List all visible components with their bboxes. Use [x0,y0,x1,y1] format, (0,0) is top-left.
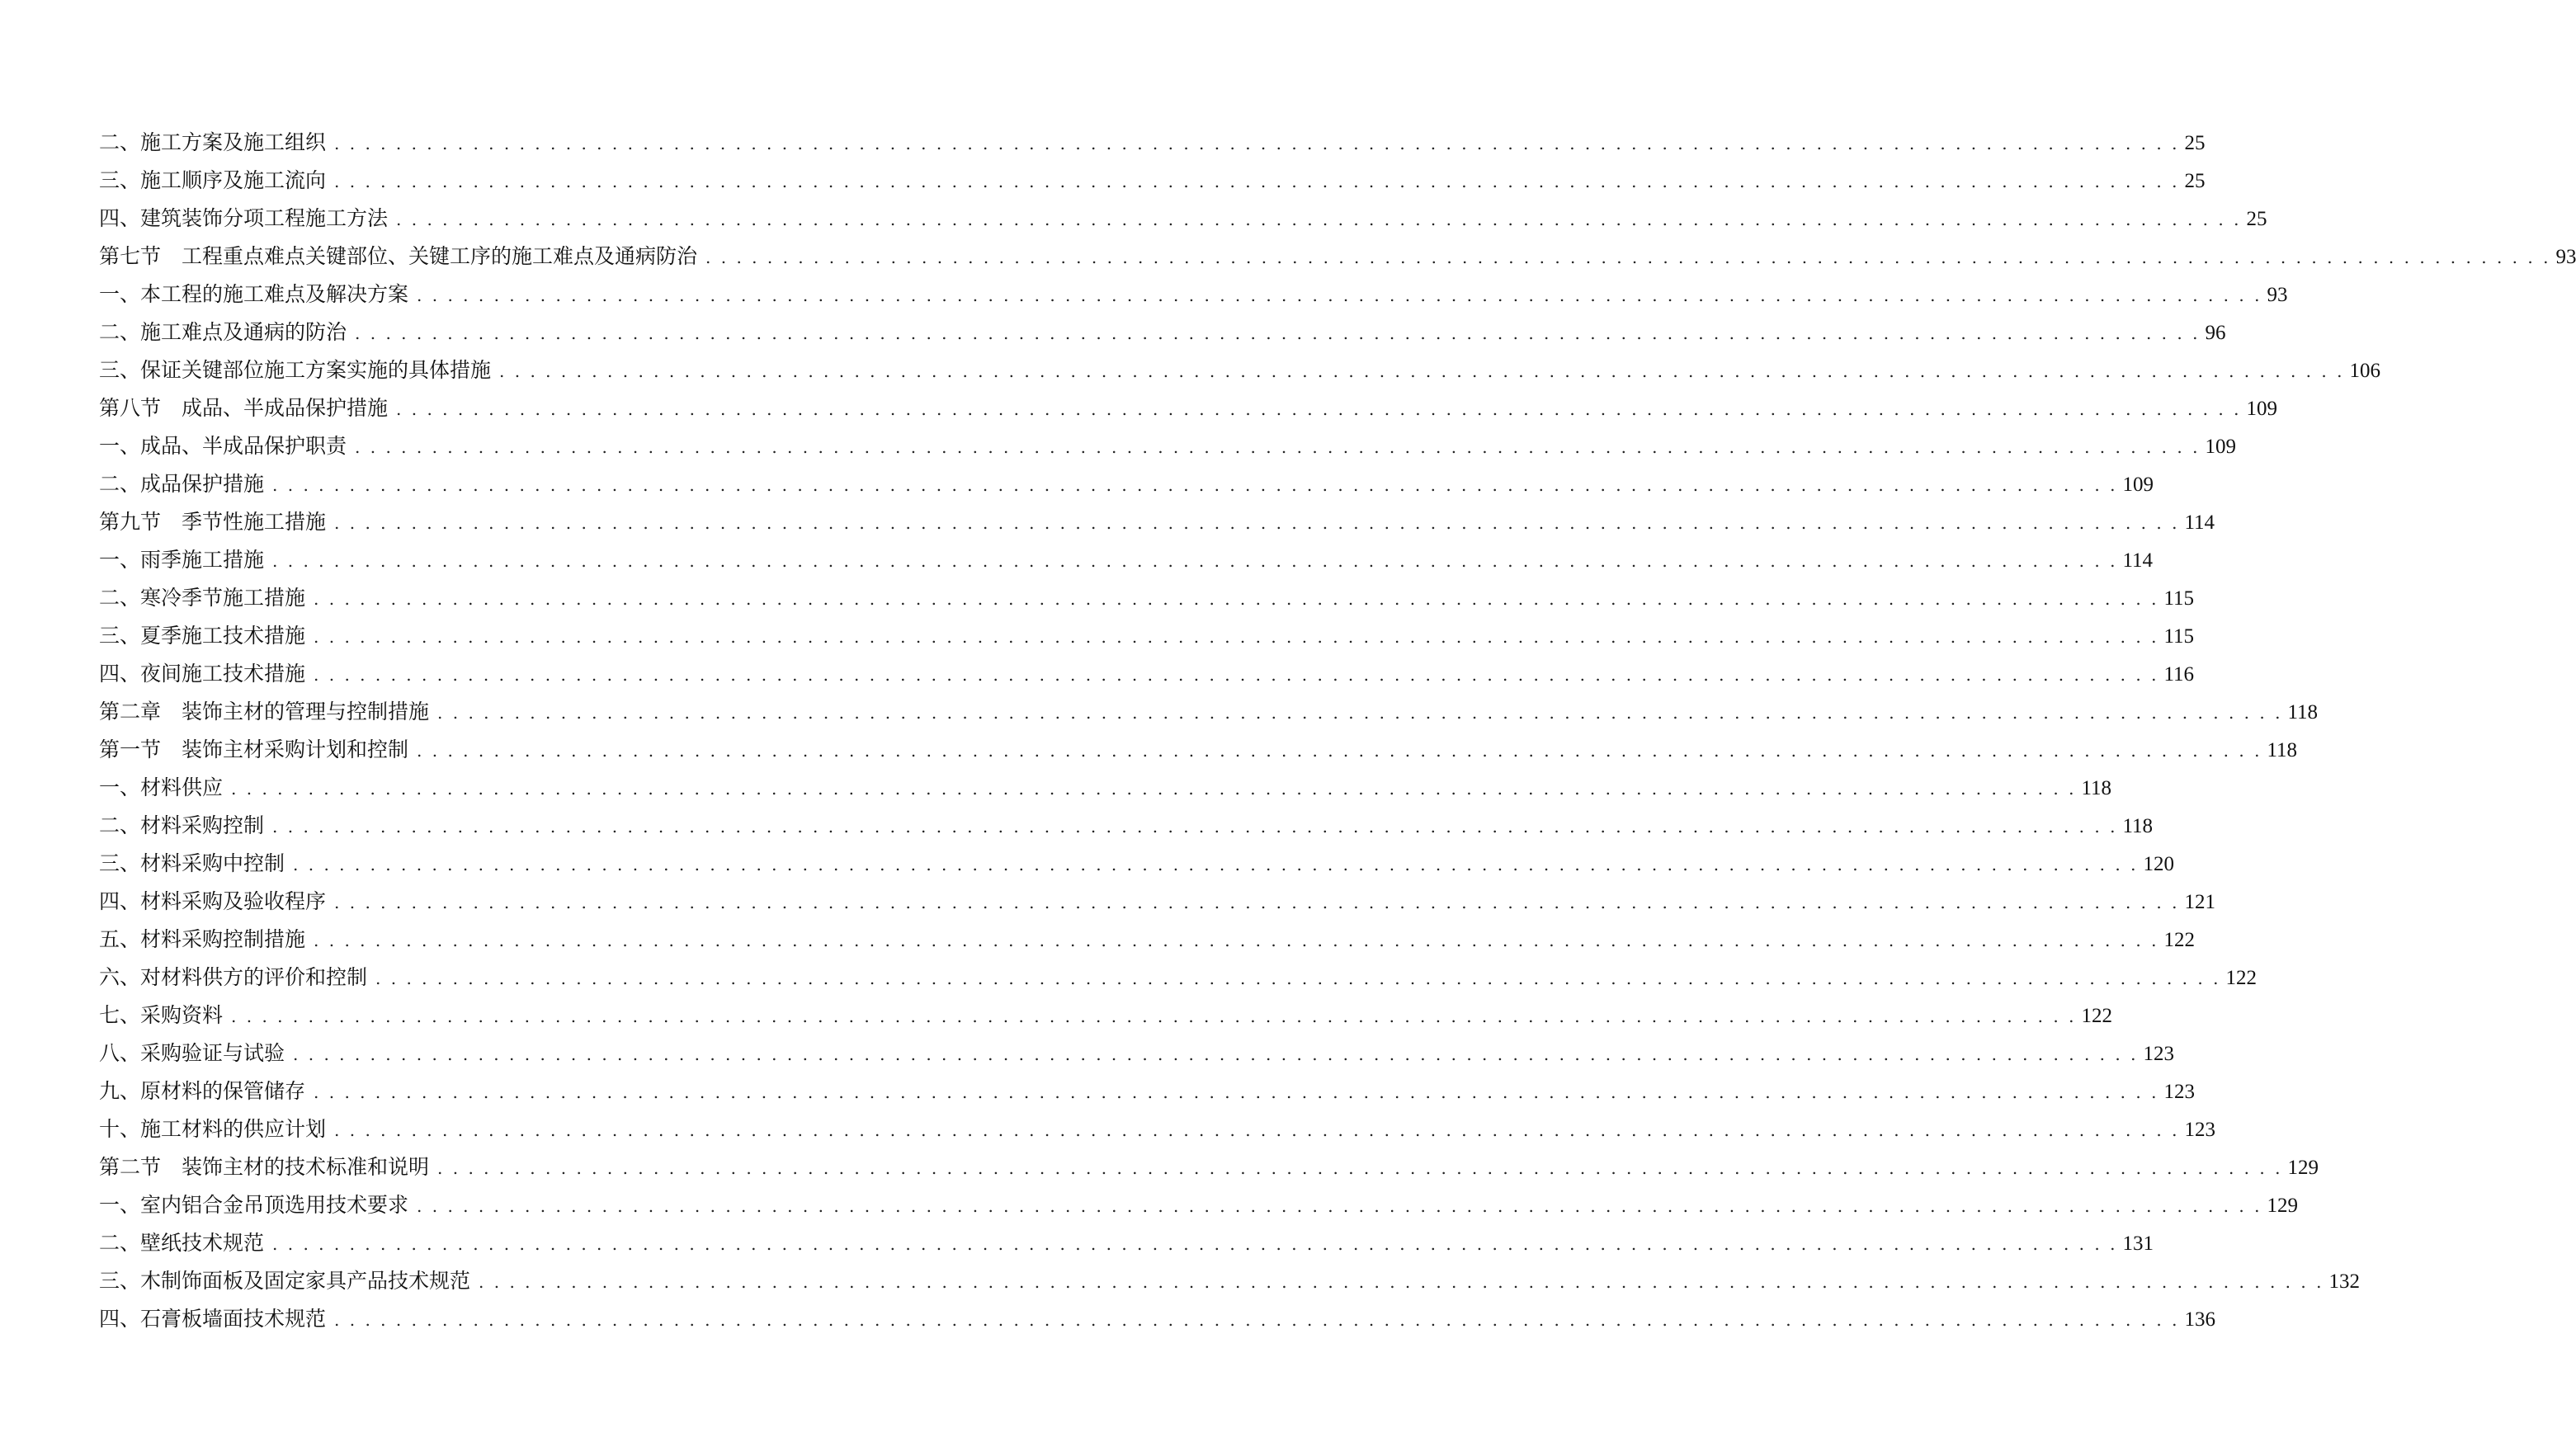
toc-entry-title: 十、施工材料的供应计划 [99,1117,327,1141]
toc-dot-leader: . . . . . . . . . . . . . . . . . . . . . . . . . . . . . . . . . . . . . . . . . . . . . . . . . . . . . . . . . . . . . . . . . . . . . . . . . . . . . . . . . . . . . . . . . . . . . . . . . . . . . . . . . . . . . . . . . . . . . . . . [375,969,2221,988]
toc-dot-leader: . . . . . . . . . . . . . . . . . . . . . . . . . . . . . . . . . . . . . . . . . . . . . . . . . . . . . . . . . . . . . . . . . . . . . . . . . . . . . . . . . . . . . . . . . . . . . . . . . . . . . . . . . . . . . . . . . . . . . . . . [314,665,2159,685]
toc-entry-page-number: 131 [2122,1233,2154,1255]
toc-entry[interactable] [99,503,2215,541]
toc-entry-page-number: 93 [2267,284,2288,306]
toc-dot-leader: . . . . . . . . . . . . . . . . . . . . . . . . . . . . . . . . . . . . . . . . . . . . . . . . . . . . . . . . . . . . . . . . . . . . . . . . . . . . . . . . . . . . . . . . . . . . . . . . . . . . . . . . . . . . . . . . . . . . . . . . [396,210,2242,229]
toc-entry-title: 第七节 工程重点难点关键部位、关键工序的施工难点及通病防治 [99,244,698,268]
toc-entry-page-number: 129 [2267,1195,2298,1217]
toc-dot-leader: . . . . . . . . . . . . . . . . . . . . . . . . . . . . . . . . . . . . . . . . . . . . . . . . . . . . . . . . . . . . . . . . . . . . . . . . . . . . . . . . . . . . . . . . . . . . . . . . . . . . . . . . . . . . . . . . . . . . . . . . [479,1272,2324,1292]
toc-entry[interactable] [99,465,2154,503]
toc-dot-leader: . . . . . . . . . . . . . . . . . . . . . . . . . . . . . . . . . . . . . . . . . . . . . . . . . . . . . . . . . . . . . . . . . . . . . . . . . . . . . . . . . . . . . . . . . . . . . . . . . . . . . . . . . . . . . . . . . . . . . . . . [417,1196,2262,1216]
toc-entry-title: 二、成品保护措施 [99,472,265,496]
toc-entry-page-number: 114 [2184,511,2215,534]
toc-entry-page-number: 122 [2225,967,2257,989]
toc-entry[interactable] [99,769,2112,807]
toc-entry[interactable] [99,1110,2215,1148]
toc-entry-page-number: 123 [2184,1119,2215,1141]
toc-dot-leader: . . . . . . . . . . . . . . . . . . . . . . . . . . . . . . . . . . . . . . . . . . . . . . . . . . . . . . . . . . . . . . . . . . . . . . . . . . . . . . . . . . . . . . . . . . . . . . . . . . . . . . . . . . . . . . . . . . . . . . . . [293,1044,2139,1064]
toc-dot-leader: . . . . . . . . . . . . . . . . . . . . . . . . . . . . . . . . . . . . . . . . . . . . . . . . . . . . . . . . . . . . . . . . . . . . . . . . . . . . . . . . . . . . . . . . . . . . . . . . . . . . . . . . . . . . . . . . . . . . . . . . [334,134,2180,153]
toc-entry[interactable] [99,1300,2215,1338]
toc-entry-title: 第一节 装饰主材采购计划和控制 [99,738,409,761]
toc-entry[interactable] [99,276,2288,313]
toc-entry-page-number: 120 [2143,853,2174,875]
toc-entry-title: 六、对材料供方的评价和控制 [99,965,368,989]
toc-entry-page-number: 96 [2205,322,2226,344]
toc-entry[interactable] [99,617,2195,655]
toc-entry-page-number: 115 [2163,587,2195,610]
toc-entry-title: 第二章 装饰主材的管理与控制措施 [99,700,430,724]
toc-dot-leader: . . . . . . . . . . . . . . . . . . . . . . . . . . . . . . . . . . . . . . . . . . . . . . . . . . . . . . . . . . . . . . . . . . . . . . . . . . . . . . . . . . . . . . . . . . . . . . . . . . . . . . . . . . . . . . . . . . . . . . . . [314,589,2159,609]
toc-entry-title: 二、施工方案及施工组织 [99,130,327,154]
toc-entry-page-number: 129 [2287,1157,2319,1179]
toc-dot-leader: . . . . . . . . . . . . . . . . . . . . . . . . . . . . . . . . . . . . . . . . . . . . . . . . . . . . . . . . . . . . . . . . . . . . . . . . . . . . . . . . . . . . . . . . . . . . . . . . . . . . . . . . . . . . . . . . . . . . . . . . [231,1006,2077,1026]
toc-dot-leader: . . . . . . . . . . . . . . . . . . . . . . . . . . . . . . . . . . . . . . . . . . . . . . . . . . . . . . . . . . . . . . . . . . . . . . . . . . . . . . . . . . . . . . . . . . . . . . . . . . . . . . . . . . . . . . . . . . . . . . . . [396,399,2242,419]
toc-entry-title: 三、保证关键部位施工方案实施的具体措施 [99,358,492,382]
toc-entry-page-number: 109 [2246,398,2277,420]
toc-entry-page-number: 25 [2184,170,2206,192]
toc-entry-title: 三、夏季施工技术措施 [99,624,306,648]
toc-entry-page-number: 115 [2163,625,2195,648]
toc-entry-page-number: 109 [2205,436,2236,458]
toc-entry[interactable] [99,1035,2174,1072]
toc-dot-leader: . . . . . . . . . . . . . . . . . . . . . . . . . . . . . . . . . . . . . . . . . . . . . . . . . . . . . . . . . . . . . . . . . . . . . . . . . . . . . . . . . . . . . . . . . . . . . . . . . . . . . . . . . . . . . . . . . . . . . . . . [417,741,2262,761]
toc-entry[interactable] [99,883,2215,921]
toc-entry[interactable] [99,579,2195,617]
toc-dot-leader: . . . . . . . . . . . . . . . . . . . . . . . . . . . . . . . . . . . . . . . . . . . . . . . . . . . . . . . . . . . . . . . . . . . . . . . . . . . . . . . . . . . . . . . . . . . . . . . . . . . . . . . . . . . . . . . . . . . . . . . . [272,551,2118,571]
toc-entry-title: 八、采购验证与试验 [99,1041,285,1065]
toc-entry[interactable] [99,807,2154,845]
toc-entry-title: 第九节 季节性施工措施 [99,510,327,534]
toc-dot-leader: . . . . . . . . . . . . . . . . . . . . . . . . . . . . . . . . . . . . . . . . . . . . . . . . . . . . . . . . . . . . . . . . . . . . . . . . . . . . . . . . . . . . . . . . . . . . . . . . . . . . . . . . . . . . . . . . . . . . . . . . [231,779,2077,799]
toc-dot-leader: . . . . . . . . . . . . . . . . . . . . . . . . . . . . . . . . . . . . . . . . . . . . . . . . . . . . . . . . . . . . . . . . . . . . . . . . . . . . . . . . . . . . . . . . . . . . . . . . . . . . . . . . . . . . . . . . . . . . . . . . [272,475,2118,495]
toc-dot-leader: . . . . . . . . . . . . . . . . . . . . . . . . . . . . . . . . . . . . . . . . . . . . . . . . . . . . . . . . . . . . . . . . . . . . . . . . . . . . . . . . . . . . . . . . . . . . . . . . . . . . . . . . . . . . . . . . . . . . . . . . [437,703,2283,723]
toc-entry[interactable] [99,997,2112,1035]
toc-entry-page-number: 118 [2267,739,2298,761]
toc-dot-leader: . . . . . . . . . . . . . . . . . . . . . . . . . . . . . . . . . . . . . . . . . . . . . . . . . . . . . . . . . . . . . . . . . . . . . . . . . . . . . . . . . . . . . . . . . . . . . . . . . . . . . . . . . . . . . . . . . . . . . . . . [314,1082,2159,1102]
toc-entry-title: 四、夜间施工技术措施 [99,662,306,686]
toc-entry[interactable] [99,200,2267,238]
toc-entry[interactable] [99,921,2195,959]
toc-entry[interactable] [99,1186,2298,1224]
toc-entry[interactable] [99,1148,2319,1186]
toc-dot-leader: . . . . . . . . . . . . . . . . . . . . . . . . . . . . . . . . . . . . . . . . . . . . . . . . . . . . . . . . . . . . . . . . . . . . . . . . . . . . . . . . . . . . . . . . . . . . . . . . . . . . . . . . . . . . . . . . . . . . . . . . [499,361,2345,381]
toc-dot-leader: . . . . . . . . . . . . . . . . . . . . . . . . . . . . . . . . . . . . . . . . . . . . . . . . . . . . . . . . . . . . . . . . . . . . . . . . . . . . . . . . . . . . . . . . . . . . . . . . . . . . . . . . . . . . . . . . . . . . . . . . [272,817,2118,837]
toc-entry-title: 九、原材料的保管储存 [99,1079,306,1103]
toc-entry-title: 二、壁纸技术规范 [99,1231,265,1255]
toc-entry-page-number: 123 [2163,1081,2195,1103]
toc-dot-leader: . . . . . . . . . . . . . . . . . . . . . . . . . . . . . . . . . . . . . . . . . . . . . . . . . . . . . . . . . . . . . . . . . . . . . . . . . . . . . . . . . . . . . . . . . . . . . . . . . . . . . . . . . . . . . . . . . . . . . . . . [355,437,2201,457]
toc-entry-page-number: 122 [2163,929,2195,951]
toc-entry[interactable] [99,541,2154,579]
toc-dot-leader: . . . . . . . . . . . . . . . . . . . . . . . . . . . . . . . . . . . . . . . . . . . . . . . . . . . . . . . . . . . . . . . . . . . . . . . . . . . . . . . . . . . . . . . . . . . . . . . . . . . . . . . . . . . . . . . . . . . . . . . . [334,1310,2180,1330]
toc-dot-leader: . . . . . . . . . . . . . . . . . . . . . . . . . . . . . . . . . . . . . . . . . . . . . . . . . . . . . . . . . . . . . . . . . . . . . . . . . . . . . . . . . . . . . . . . . . . . . . . . . . . . . . . . . . . . . . . . . . . . . . . . [705,247,2551,267]
toc-dot-leader: . . . . . . . . . . . . . . . . . . . . . . . . . . . . . . . . . . . . . . . . . . . . . . . . . . . . . . . . . . . . . . . . . . . . . . . . . . . . . . . . . . . . . . . . . . . . . . . . . . . . . . . . . . . . . . . . . . . . . . . . [334,893,2180,912]
toc-entry[interactable] [99,693,2319,731]
toc-entry-title: 二、寒冷季节施工措施 [99,586,306,610]
toc-entry-page-number: 121 [2184,891,2215,913]
toc-dot-leader: . . . . . . . . . . . . . . . . . . . . . . . . . . . . . . . . . . . . . . . . . . . . . . . . . . . . . . . . . . . . . . . . . . . . . . . . . . . . . . . . . . . . . . . . . . . . . . . . . . . . . . . . . . . . . . . . . . . . . . . . [355,323,2201,343]
toc-dot-leader: . . . . . . . . . . . . . . . . . . . . . . . . . . . . . . . . . . . . . . . . . . . . . . . . . . . . . . . . . . . . . . . . . . . . . . . . . . . . . . . . . . . . . . . . . . . . . . . . . . . . . . . . . . . . . . . . . . . . . . . . [293,855,2139,874]
toc-entry-page-number: 122 [2081,1005,2112,1027]
toc-entry-title: 第二节 装饰主材的技术标准和说明 [99,1155,430,1179]
toc-entry-page-number: 114 [2122,549,2154,572]
toc-entry-title: 三、材料采购中控制 [99,851,285,875]
toc-entry-page-number: 116 [2163,663,2195,686]
toc-dot-leader: . . . . . . . . . . . . . . . . . . . . . . . . . . . . . . . . . . . . . . . . . . . . . . . . . . . . . . . . . . . . . . . . . . . . . . . . . . . . . . . . . . . . . . . . . . . . . . . . . . . . . . . . . . . . . . . . . . . . . . . . [417,285,2262,305]
table-of-contents [99,124,2576,1338]
toc-entry[interactable] [99,845,2174,883]
toc-entry-title: 一、本工程的施工难点及解决方案 [99,282,409,306]
toc-entry-page-number: 25 [2246,208,2267,230]
toc-entry[interactable] [99,731,2298,769]
toc-entry-title: 五、材料采购控制措施 [99,927,306,951]
toc-entry[interactable] [99,427,2236,465]
toc-entry-page-number: 136 [2184,1308,2215,1331]
toc-entry-page-number: 109 [2122,474,2154,496]
toc-dot-leader: . . . . . . . . . . . . . . . . . . . . . . . . . . . . . . . . . . . . . . . . . . . . . . . . . . . . . . . . . . . . . . . . . . . . . . . . . . . . . . . . . . . . . . . . . . . . . . . . . . . . . . . . . . . . . . . . . . . . . . . . [334,513,2180,533]
toc-entry[interactable] [99,389,2277,427]
toc-entry[interactable] [99,351,2380,389]
toc-dot-leader: . . . . . . . . . . . . . . . . . . . . . . . . . . . . . . . . . . . . . . . . . . . . . . . . . . . . . . . . . . . . . . . . . . . . . . . . . . . . . . . . . . . . . . . . . . . . . . . . . . . . . . . . . . . . . . . . . . . . . . . . [334,1120,2180,1140]
toc-entry[interactable] [99,238,2576,276]
toc-entry-title: 二、材料采购控制 [99,813,265,837]
toc-entry[interactable] [99,655,2195,693]
toc-entry-title: 七、采购资料 [99,1003,224,1027]
toc-entry-page-number: 93 [2555,246,2576,268]
toc-entry-title: 三、木制饰面板及固定家具产品技术规范 [99,1269,471,1293]
toc-dot-leader: . . . . . . . . . . . . . . . . . . . . . . . . . . . . . . . . . . . . . . . . . . . . . . . . . . . . . . . . . . . . . . . . . . . . . . . . . . . . . . . . . . . . . . . . . . . . . . . . . . . . . . . . . . . . . . . . . . . . . . . . [334,172,2180,191]
toc-entry-title: 第八节 成品、半成品保护措施 [99,396,389,420]
toc-entry-page-number: 123 [2143,1043,2174,1065]
toc-entry-title: 一、成品、半成品保护职责 [99,434,347,458]
toc-entry-title: 一、材料供应 [99,775,224,799]
toc-dot-leader: . . . . . . . . . . . . . . . . . . . . . . . . . . . . . . . . . . . . . . . . . . . . . . . . . . . . . . . . . . . . . . . . . . . . . . . . . . . . . . . . . . . . . . . . . . . . . . . . . . . . . . . . . . . . . . . . . . . . . . . . [272,1234,2118,1254]
toc-dot-leader: . . . . . . . . . . . . . . . . . . . . . . . . . . . . . . . . . . . . . . . . . . . . . . . . . . . . . . . . . . . . . . . . . . . . . . . . . . . . . . . . . . . . . . . . . . . . . . . . . . . . . . . . . . . . . . . . . . . . . . . . [314,931,2159,950]
toc-entry-page-number: 118 [2081,777,2112,799]
toc-entry-page-number: 106 [2349,360,2380,382]
toc-entry[interactable] [99,313,2226,351]
toc-entry[interactable] [99,1262,2360,1300]
toc-entry[interactable] [99,1224,2154,1262]
toc-entry-title: 四、石膏板墙面技术规范 [99,1307,327,1331]
toc-dot-leader: . . . . . . . . . . . . . . . . . . . . . . . . . . . . . . . . . . . . . . . . . . . . . . . . . . . . . . . . . . . . . . . . . . . . . . . . . . . . . . . . . . . . . . . . . . . . . . . . . . . . . . . . . . . . . . . . . . . . . . . . [437,1158,2283,1178]
toc-entry-title: 四、建筑装饰分项工程施工方法 [99,206,389,230]
toc-entry[interactable] [99,1072,2195,1110]
toc-entry-page-number: 118 [2122,815,2154,837]
toc-entry[interactable] [99,124,2206,162]
toc-entry[interactable] [99,162,2206,200]
toc-entry-title: 一、室内铝合金吊顶选用技术要求 [99,1193,409,1217]
toc-entry-title: 一、雨季施工措施 [99,548,265,572]
toc-entry-title: 三、施工顺序及施工流向 [99,168,327,192]
toc-dot-leader: . . . . . . . . . . . . . . . . . . . . . . . . . . . . . . . . . . . . . . . . . . . . . . . . . . . . . . . . . . . . . . . . . . . . . . . . . . . . . . . . . . . . . . . . . . . . . . . . . . . . . . . . . . . . . . . . . . . . . . . . [314,627,2159,647]
toc-entry-title: 二、施工难点及通病的防治 [99,320,347,344]
toc-entry-page-number: 118 [2287,701,2319,724]
toc-entry-title: 四、材料采购及验收程序 [99,889,327,913]
toc-entry-page-number: 25 [2184,132,2206,154]
toc-entry-page-number: 132 [2328,1270,2360,1293]
toc-entry[interactable] [99,959,2257,997]
